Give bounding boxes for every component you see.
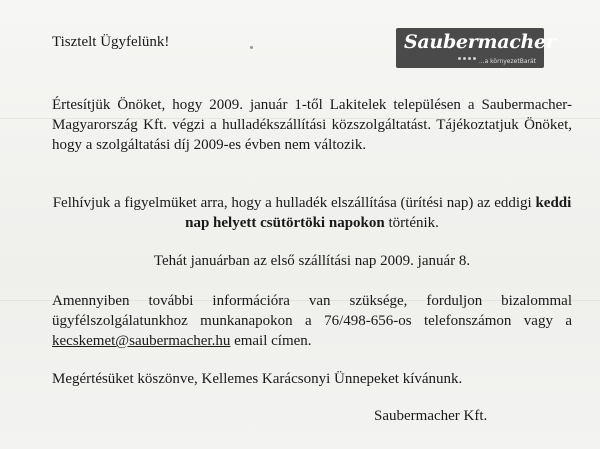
email-link[interactable]: kecskemet@saubermacher.hu [52, 333, 231, 349]
letter-closing: Megértésüket köszönve, Kellemes Karácsonyi Ünnepeket kívánunk. [52, 371, 463, 387]
logo-name: Saubermacher [404, 31, 556, 53]
paper-speck [250, 46, 253, 49]
paragraph-text: email címen. [230, 333, 312, 349]
logo-tagline: ...a környezetBarát [478, 58, 536, 65]
paragraph-text: Amennyiben további információra van szüksége, forduljon bizalommal ügyfélszolgálatunkhoz munkanapokon a 76/498-656-os telefonszámon vagy a [52, 293, 572, 329]
company-logo [396, 28, 556, 68]
paragraph-first-date: Tehát januárban az első szállítási nap 2009. január 8. [153, 253, 471, 269]
logo-dots-icon [458, 47, 478, 65]
letter-greeting: Tisztelt Ügyfelünk! [52, 34, 170, 50]
paragraph-collection-day [52, 193, 572, 233]
paragraph-text: Felhívjuk a figyelmüket arra, hogy a hulladék elszállítása (ürítési nap) az eddigi [52, 195, 536, 211]
highlighted-day-change: keddi nap helyett csütörtöki napokon [185, 195, 572, 231]
paragraph-contact [52, 291, 572, 351]
paragraph-announcement: Értesítjük Önöket, hogy 2009. január 1-től Lakitelek településen a Saubermacher-Magyarország Kft. végzi a hulladékszállítási közszolgáltatást. Tájékoztatjuk Önöket, hogy a szolgáltatási díj 2009-es évben nem változik. [52, 97, 572, 153]
letter-signature: Saubermacher Kft. [374, 408, 488, 424]
paragraph-text: történik. [384, 215, 439, 231]
